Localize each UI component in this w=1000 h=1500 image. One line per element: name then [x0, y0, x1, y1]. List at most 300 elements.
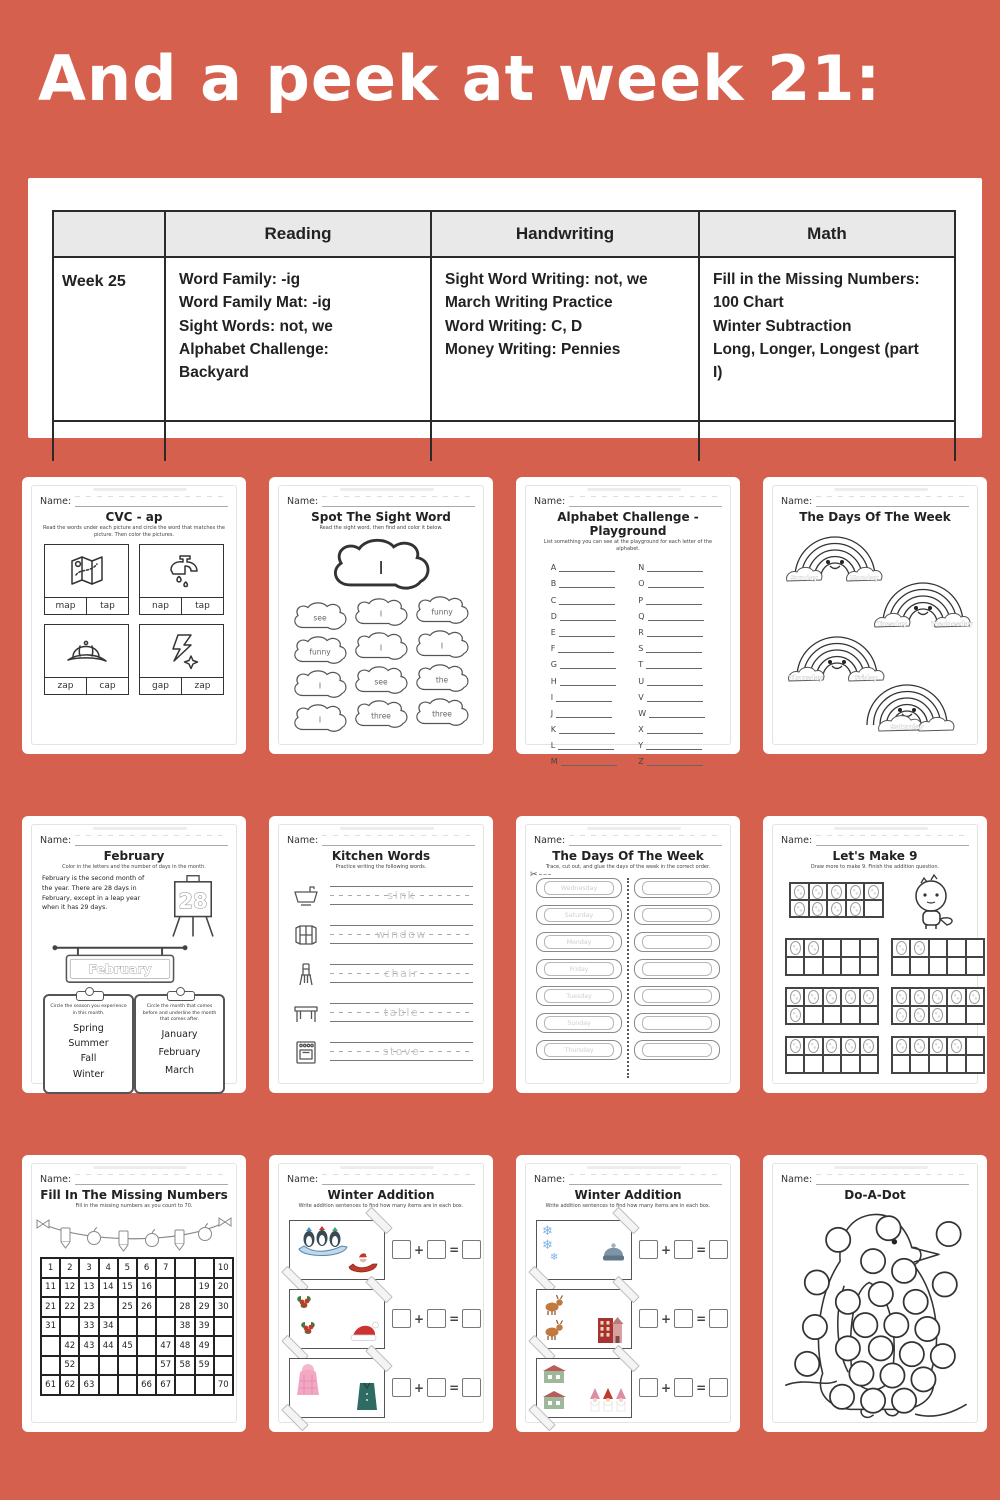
addend-box [639, 1240, 658, 1259]
alphabet-row: J [551, 702, 617, 718]
handwriting-line: Sight Word Writing: not, we [445, 271, 648, 288]
alphabet-row: E [551, 621, 617, 637]
day-banner-traceable: Thursday [536, 1040, 622, 1060]
ten-frame [891, 938, 985, 976]
addend-box [427, 1240, 446, 1259]
chart-cell [60, 1317, 79, 1337]
chart-cell: 12 [60, 1278, 79, 1298]
chart-cell: 45 [118, 1336, 137, 1356]
alphabet-row: Y [638, 734, 705, 750]
chart-cell: 4 [99, 1258, 118, 1278]
chart-cell: 7 [156, 1258, 175, 1278]
name-blank-line [569, 1172, 722, 1185]
sink-icon [292, 883, 320, 909]
february-title: February [103, 849, 165, 863]
alphabet-row: M [551, 750, 617, 766]
name-blank-line [322, 1172, 475, 1185]
season-option: Fall [80, 1053, 97, 1065]
addition-problem: + = [289, 1353, 475, 1422]
cloud-word [290, 600, 350, 633]
worksheet-sight-word: Name: Spot The Sight Word Read the sight word, then find and color it below. I see I funny funny I I I see the I three three [269, 477, 493, 754]
page-title: And a peek at week 21: [38, 42, 882, 115]
page-edge [93, 1166, 187, 1169]
worksheet-february: Name: February Color in the letters and the number of days in the month. February is the second month of the year. There are 28 days in February, except in a leap year when it has 29 days. 28 February Circle the season you experience in this month. Spring Summer Fall Winter Circle the month that comes before and underline the month that comes after. January February March [22, 816, 246, 1093]
chart-cell: 61 [41, 1375, 60, 1395]
chart-cell: 30 [214, 1297, 233, 1317]
svg-text:Thursday: Thursday [789, 674, 823, 682]
alphabet-row: C [551, 588, 617, 604]
reading-line: Word Family Mat: -ig [179, 294, 332, 312]
addition-problem: + = [289, 1215, 475, 1284]
blank-line [647, 725, 703, 734]
cloud-word [351, 630, 411, 663]
chart-cell: 62 [60, 1375, 79, 1395]
blank-line [556, 709, 612, 718]
header-math: Math [699, 211, 955, 257]
chart-cell: 2 [60, 1258, 79, 1278]
beanie-hat-icon [601, 1242, 626, 1263]
math-cell [699, 257, 955, 421]
blank-line [559, 596, 615, 605]
name-blank-line [75, 494, 228, 507]
stove-icon [292, 1039, 320, 1065]
chart-cell: 11 [41, 1278, 60, 1298]
blank-line [559, 628, 615, 637]
months-clipboard: Circle the month that comes before and underline the month that comes after. January February March [134, 994, 225, 1094]
cvc-box-zap: gap zap [139, 624, 224, 695]
pencil-apple-garland-icon [35, 1214, 233, 1254]
pink-coat-icon [295, 1363, 321, 1399]
worksheet-winter-addition-1: Name: Winter Addition Write addition sentences to find how many items are in each box. + = + = + = [269, 1155, 493, 1432]
worksheet-days-cut-glue: Name: The Days Of The Week Trace, cut out, and glue the days of the week in the correct order. ✂ Wednesday Saturday Monday Friday Tuesday Sunday Thursday [516, 816, 740, 1093]
winter-a-subtitle: Write addition sentences to find how many items are in each box. [298, 1203, 464, 1209]
chart-cell [137, 1356, 156, 1376]
svg-text:see: see [313, 613, 327, 623]
alphabet-row: S [638, 637, 705, 653]
page-edge [587, 488, 681, 491]
worksheet-cvc-ap: Name: CVC - ap Read the words under each picture and circle the word that matches the picture. Then color the pictures. map tap nap tap zap cap gap zap [22, 477, 246, 754]
alphabet-row: A [551, 556, 617, 572]
name-blank-line [816, 494, 969, 507]
name-blank-line [816, 833, 969, 846]
svg-text:I: I [379, 609, 383, 619]
chart-cell: 66 [137, 1375, 156, 1395]
trace-row-chair: chair [289, 954, 473, 993]
alphabet-subtitle: List something you can see at the playground for each letter of the alphabet. [543, 539, 713, 552]
ten-frame [785, 1036, 879, 1074]
worksheet-kitchen-words: Name: Kitchen Words Practice writing the following words. sink window chair table stove [269, 816, 493, 1093]
header-handwriting: Handwriting [431, 211, 699, 257]
page-edge [834, 488, 928, 491]
sum-box [709, 1240, 728, 1259]
blank-line [647, 693, 703, 702]
svg-text:Monday: Monday [849, 574, 879, 582]
houses-icon [542, 1363, 568, 1411]
alphabet-row: G [551, 653, 617, 669]
chart-cell [195, 1258, 214, 1278]
season-option: Spring [73, 1023, 104, 1034]
rainbow-saturday [853, 673, 961, 735]
blank-line [559, 579, 615, 588]
svg-text:funny: funny [431, 607, 453, 617]
chart-cell: 6 [137, 1258, 156, 1278]
page-edge [834, 1166, 928, 1169]
kitchen-title: Kitchen Words [331, 849, 431, 863]
chair-icon [292, 961, 320, 987]
svg-text:Saturday: Saturday [890, 723, 924, 731]
chart-cell: 26 [137, 1297, 156, 1317]
corner-cell [53, 211, 165, 257]
alphabet-row: Q [638, 605, 705, 621]
month-option: January [161, 1028, 198, 1040]
alphabet-row: F [551, 637, 617, 653]
alphabet-row: V [638, 686, 705, 702]
chart-cell [137, 1336, 156, 1356]
penguins-sledding-icon [295, 1225, 351, 1259]
svg-text:the: the [436, 675, 449, 685]
chart-cell: 42 [60, 1336, 79, 1356]
missing-title: Fill In The Missing Numbers [40, 1188, 228, 1202]
trace-row-table: table [289, 993, 473, 1032]
window-icon [292, 922, 320, 948]
blank-line [559, 725, 615, 734]
cloud-word [412, 628, 472, 661]
day-banner-traceable: Wednesday [536, 878, 622, 898]
chart-cell: 29 [195, 1297, 214, 1317]
chart-cell [99, 1356, 118, 1376]
blank-line [647, 563, 703, 572]
svg-text:Wednesday: Wednesday [931, 620, 973, 628]
santa-sleigh-icon [347, 1251, 379, 1275]
tape-icon [365, 1206, 393, 1234]
chart-cell [175, 1278, 194, 1298]
chart-cell [118, 1375, 137, 1395]
chart-cell: 10 [214, 1258, 233, 1278]
addend-box [639, 1378, 658, 1397]
day-banner-blank [634, 986, 720, 1006]
hundred-chart [40, 1257, 234, 1396]
svg-text:Friday: Friday [854, 674, 878, 682]
day-banner-blank [634, 932, 720, 952]
name-blank-line [322, 494, 475, 507]
blank-line [647, 757, 703, 766]
chart-cell [195, 1375, 214, 1395]
make9-subtitle: Draw more to make 9. Finish the addition question. [810, 864, 940, 870]
cloud-word [412, 696, 472, 729]
chart-cell: 5 [118, 1258, 137, 1278]
blank-line [648, 579, 704, 588]
ten-frame [891, 1036, 985, 1074]
alphabet-row: U [638, 669, 705, 685]
chart-cell [175, 1258, 194, 1278]
alphabet-row: L [551, 734, 617, 750]
cloud-word [412, 662, 472, 695]
red-house-icon [596, 1312, 626, 1344]
blank-line [560, 660, 616, 669]
chart-cell: 57 [156, 1356, 175, 1376]
chart-cell [79, 1356, 98, 1376]
alphabet-row: B [551, 572, 617, 588]
chart-cell: 31 [41, 1317, 60, 1337]
easel-28-icon [160, 874, 226, 940]
blank-line [560, 612, 616, 621]
deer-icon [542, 1294, 566, 1342]
kitchen-subtitle: Practice writing the following words. [335, 864, 427, 870]
alphabet-row: T [638, 653, 705, 669]
svg-text:three: three [371, 711, 391, 721]
map-icon [66, 553, 108, 589]
cvc-box-map: map tap [44, 544, 129, 615]
addend-box [392, 1378, 411, 1397]
addition-problem: + = [289, 1284, 475, 1353]
alphabet-row: H [551, 669, 617, 685]
alphabet-row: O [638, 572, 705, 588]
handwriting-line: March Writing Practice [445, 294, 613, 312]
day-banner-blank [634, 959, 720, 979]
chart-cell: 25 [118, 1297, 137, 1317]
svg-text:I: I [379, 643, 383, 653]
blank-line [556, 693, 612, 702]
name-blank-line [75, 1172, 228, 1185]
trace-row-window: window [289, 915, 473, 954]
season-option: Summer [68, 1038, 109, 1050]
chart-cell [214, 1336, 233, 1356]
worksheet-winter-addition-2: Name: Winter Addition Write addition sentences to find how many items are in each box. ❄ ❄ ❄ + = + = + = [516, 1155, 740, 1432]
chart-cell: 59 [195, 1356, 214, 1376]
chart-cell: 67 [156, 1375, 175, 1395]
alphabet-row: Z [638, 750, 705, 766]
svg-text:I: I [441, 641, 444, 651]
name-blank-line [816, 1172, 969, 1185]
dot-title: Do-A-Dot [844, 1188, 906, 1202]
chart-cell: 39 [195, 1317, 214, 1337]
alphabet-row: P [638, 588, 705, 604]
february-sign [44, 942, 196, 986]
alphabet-row: R [638, 621, 705, 637]
chart-cell [156, 1297, 175, 1317]
chart-cell: 13 [79, 1278, 98, 1298]
alphabet-row: K [551, 718, 617, 734]
cvc-box-cap: zap cap [44, 624, 129, 695]
alphabet-title: Alphabet Challenge - Playground [557, 510, 699, 538]
day-banner-blank [634, 1013, 720, 1033]
chart-cell [175, 1375, 194, 1395]
chart-cell: 22 [60, 1297, 79, 1317]
addend-box [639, 1309, 658, 1328]
gnomes-icon [588, 1387, 626, 1413]
santa-hat-icon [349, 1320, 379, 1344]
reading-line: Word Family: -ig [179, 271, 301, 288]
penguin-dot-art [776, 1203, 974, 1421]
chart-cell: 63 [79, 1375, 98, 1395]
svg-text:see: see [374, 677, 388, 687]
season-option: Winter [72, 1068, 105, 1080]
table-icon [292, 1000, 320, 1026]
addend-box [392, 1309, 411, 1328]
days-cut-title: The Days Of The Week [552, 849, 704, 863]
faucet-icon [161, 552, 203, 590]
page-edge [834, 827, 928, 830]
alphabet-row: N [638, 556, 705, 572]
sum-box [462, 1309, 481, 1328]
page-edge [587, 1166, 681, 1169]
handwriting-cell [431, 257, 699, 421]
addend-box [674, 1309, 693, 1328]
page-edge [340, 827, 434, 830]
day-banner-traceable: Tuesday [536, 986, 622, 1006]
cloud-word [290, 634, 350, 667]
chart-cell: 21 [41, 1297, 60, 1317]
cap-icon [65, 635, 109, 667]
addend-box [427, 1378, 446, 1397]
big-cloud-icon [325, 536, 437, 594]
target-sight-word: I [378, 558, 384, 580]
cloud-word [351, 664, 411, 697]
month-option: March [165, 1065, 194, 1077]
february-paragraph: February is the second month of the year. There are 28 days in February, except in a leap year when it has 29 days. [42, 875, 145, 912]
chart-cell: 19 [195, 1278, 214, 1298]
addend-box [674, 1378, 693, 1397]
blank-line [649, 709, 705, 718]
snowflakes-icon: ❄ ❄ ❄ [542, 1223, 559, 1263]
blank-line [648, 612, 704, 621]
holly-sprigs-icon [295, 1294, 319, 1340]
blank-line [647, 628, 703, 637]
chart-cell [118, 1317, 137, 1337]
tape-icon [281, 1403, 309, 1431]
schedule-card [28, 178, 982, 438]
cloud-word [412, 594, 472, 627]
chart-cell: 33 [79, 1317, 98, 1337]
ten-frame [785, 987, 879, 1025]
chart-cell: 3 [79, 1258, 98, 1278]
chart-cell: 16 [137, 1278, 156, 1298]
trace-row-sink: sink [289, 876, 473, 915]
svg-text:Sunday: Sunday [790, 574, 818, 582]
chart-cell [156, 1317, 175, 1337]
day-banner-traceable: Friday [536, 959, 622, 979]
day-banner-blank [634, 878, 720, 898]
worksheet-alphabet-challenge: Name: Alphabet Challenge - Playground List something you can see at the playground for each letter of the alphabet. A B C D E F G H I J K L M N O P Q R S T U V W X Y Z [516, 477, 740, 754]
chart-cell: 70 [214, 1375, 233, 1395]
chart-cell [99, 1297, 118, 1317]
cvc-title: CVC - ap [105, 510, 163, 524]
page-edge [340, 488, 434, 491]
svg-text:I: I [318, 681, 321, 691]
cut-line [627, 878, 629, 1078]
chart-cell: 47 [156, 1336, 175, 1356]
chart-cell [41, 1356, 60, 1376]
ten-frame [891, 987, 985, 1025]
math-line: Long, Longer, Longest (part I) [713, 340, 919, 381]
chart-cell [214, 1356, 233, 1376]
day-banner-blank [634, 1040, 720, 1060]
chart-cell: 1 [41, 1258, 60, 1278]
reading-cell [165, 257, 431, 421]
chart-cell: 49 [195, 1336, 214, 1356]
days-cut-subtitle: Trace, cut out, and glue the days of the week in the correct order. [545, 864, 711, 870]
chart-cell: 43 [79, 1336, 98, 1356]
handwriting-line: Money Writing: Pennies [445, 340, 621, 358]
cloud-word [351, 698, 411, 731]
day-banner-traceable: Sunday [536, 1013, 622, 1033]
chart-cell: 20 [214, 1278, 233, 1298]
chart-cell: 58 [175, 1356, 194, 1376]
addition-problem: ❄ ❄ ❄ + = [536, 1215, 722, 1284]
winter-b-title: Winter Addition [574, 1188, 682, 1202]
alphabet-row: W [638, 702, 705, 718]
february-subtitle: Color in the letters and the number of days in the month. [62, 864, 206, 870]
chart-cell: 14 [99, 1278, 118, 1298]
weekly-schedule-table [52, 210, 956, 461]
page-edge [93, 488, 187, 491]
chart-cell [41, 1336, 60, 1356]
alphabet-row: D [551, 605, 617, 621]
math-line: Fill in the Missing Numbers: 100 Chart [713, 271, 920, 312]
addition-problem: + = [536, 1284, 722, 1353]
day-banner-blank [634, 905, 720, 925]
chart-cell: 23 [79, 1297, 98, 1317]
svg-text:Tuesday: Tuesday [877, 620, 907, 628]
svg-text:I: I [318, 715, 321, 725]
ten-frame [785, 938, 879, 976]
chart-cell [137, 1317, 156, 1337]
reading-line: Sight Words: not, we [179, 317, 333, 335]
cloud-word [290, 668, 350, 701]
week-label: Week 25 [53, 257, 165, 421]
chart-cell [99, 1375, 118, 1395]
sign-word: February [88, 961, 152, 977]
chart-cell [156, 1278, 175, 1298]
winter-b-subtitle: Write addition sentences to find how many items are in each box. [545, 1203, 711, 1209]
blank-line [646, 660, 702, 669]
name-blank-line [75, 833, 228, 846]
sum-box [709, 1378, 728, 1397]
blank-line [561, 757, 617, 766]
math-line: Winter Subtraction [713, 317, 852, 335]
blank-line [560, 677, 616, 686]
addend-box [392, 1240, 411, 1259]
tape-icon [612, 1206, 640, 1234]
dinosaur-icon [905, 874, 961, 932]
name-blank-line [569, 833, 722, 846]
green-coat-icon [355, 1379, 379, 1413]
handwriting-line: Word Writing: C, D [445, 317, 583, 335]
month-option: February [158, 1047, 201, 1059]
chart-cell: 15 [118, 1278, 137, 1298]
chart-cell: 52 [60, 1356, 79, 1376]
chart-cell: 38 [175, 1317, 194, 1337]
day-banner-traceable: Monday [536, 932, 622, 952]
worksheet-do-a-dot: Name: Do-A-Dot [763, 1155, 987, 1432]
trace-row-stove: stove [289, 1032, 473, 1071]
winter-a-title: Winter Addition [327, 1188, 435, 1202]
sum-box [462, 1378, 481, 1397]
cvc-box-tap: nap tap [139, 544, 224, 615]
chart-cell [214, 1317, 233, 1337]
sum-box [709, 1309, 728, 1328]
alphabet-row: X [638, 718, 705, 734]
cloud-word [351, 596, 411, 629]
worksheet-days-rainbows: Name: The Days Of The Week Sunday Monday Tuesday Wednesday Thursday Friday Saturday [763, 477, 987, 754]
blank-line [558, 741, 614, 750]
days-number: 28 [178, 888, 208, 913]
addend-box [427, 1309, 446, 1328]
blank-line [559, 563, 615, 572]
chart-cell [118, 1356, 137, 1376]
make9-title: Let's Make 9 [832, 849, 918, 863]
chart-cell: 48 [175, 1336, 194, 1356]
